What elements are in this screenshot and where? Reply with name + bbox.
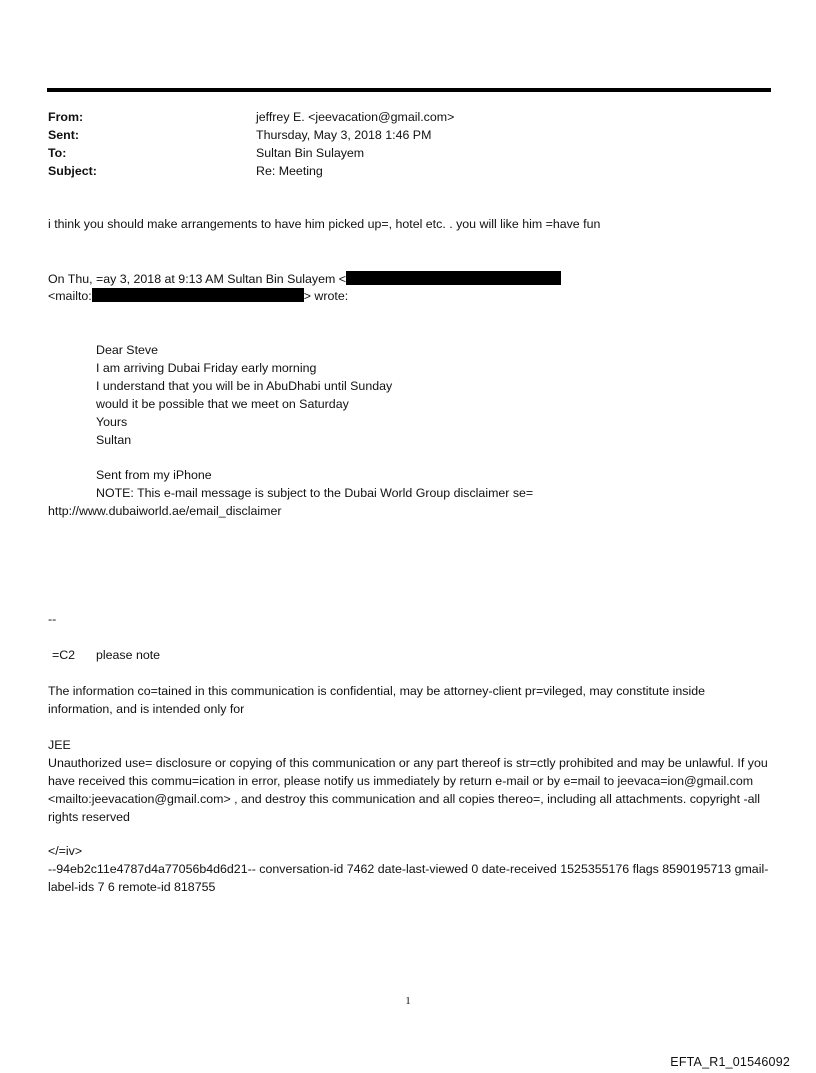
quote-intro-prefix: On Thu, =ay 3, 2018 at 9:13 AM Sultan Bin Sulayem <: [48, 272, 347, 286]
document-id: EFTA_R1_01546092: [670, 1055, 790, 1069]
quote-intro: [48, 270, 561, 288]
separator: --: [48, 612, 57, 626]
disclaimer-link[interactable]: http://www.dubaiworld.ae/email_disclaimer: [48, 504, 282, 518]
subject-value: Re: Meeting: [256, 164, 323, 178]
note-line: NOTE: This e-mail message is subject to the Dubai World Group disclaimer se=: [96, 486, 534, 500]
from-label: From:: [48, 110, 84, 124]
quoted-line: I understand that you will be in AbuDhabi until Sunday: [96, 379, 393, 393]
quoted-line: Yours: [96, 415, 128, 429]
to-value: Sultan Bin Sulayem: [256, 146, 365, 160]
confidential-notice: The information co=tained in this communication is confidential, may be attorney-client pr=vileged, may constitute inside information, and is intended only for: [48, 684, 706, 716]
unauthorized-notice: Unauthorized use= disclosure or copying of this communication or any part thereof is str=ctly prohibited and may be unlawful. If you have received this commu=ication in error, please notify us immediately by return e-mail or by e=mail to jeevaca=ion@gmail.com <mailto:jeevacation@gmail.com> , and destroy this communication and all copies thereo=, including all attachments. copyright -all rights reserved: [48, 756, 768, 824]
header-rule: [47, 88, 771, 92]
sent-from: Sent from my iPhone: [96, 468, 212, 482]
page-number: 1: [405, 995, 411, 1007]
sent-label: Sent:: [48, 128, 79, 142]
quote-mailto-prefix: <mailto:: [48, 289, 92, 303]
quoted-line: would it be possible that we meet on Saturday: [96, 397, 349, 411]
quoted-line: I am arriving Dubai Friday early morning: [96, 361, 317, 375]
to-label: To:: [48, 146, 67, 160]
from-value: jeffrey E. <jeevacation@gmail.com>: [256, 110, 455, 124]
quoted-line: Dear Steve: [96, 343, 158, 357]
redaction-bar: [346, 271, 561, 285]
sent-value: Thursday, May 3, 2018 1:46 PM: [256, 128, 432, 142]
quoted-line: Sultan: [96, 433, 132, 447]
please-note-text: please note: [96, 648, 161, 662]
redaction-bar: [92, 288, 304, 302]
quote-mailto: [48, 287, 348, 305]
please-note-code: =C2: [52, 648, 76, 662]
jee-label: JEE: [48, 738, 71, 752]
closing-tag: </=iv>: [48, 844, 83, 858]
subject-label: Subject:: [48, 164, 97, 178]
message-metadata: --94eb2c11e4787d4a77056b4d6d21-- conversation-id 7462 date-last-viewed 0 date-received 1525355176 flags 8590195713 gmail-label-ids 7 6 remote-id 818755: [48, 862, 769, 894]
quote-mailto-suffix: > wrote:: [303, 289, 349, 303]
reply-text: i think you should make arrangements to have him picked up=, hotel etc. . you will like him =have fun: [48, 217, 601, 231]
